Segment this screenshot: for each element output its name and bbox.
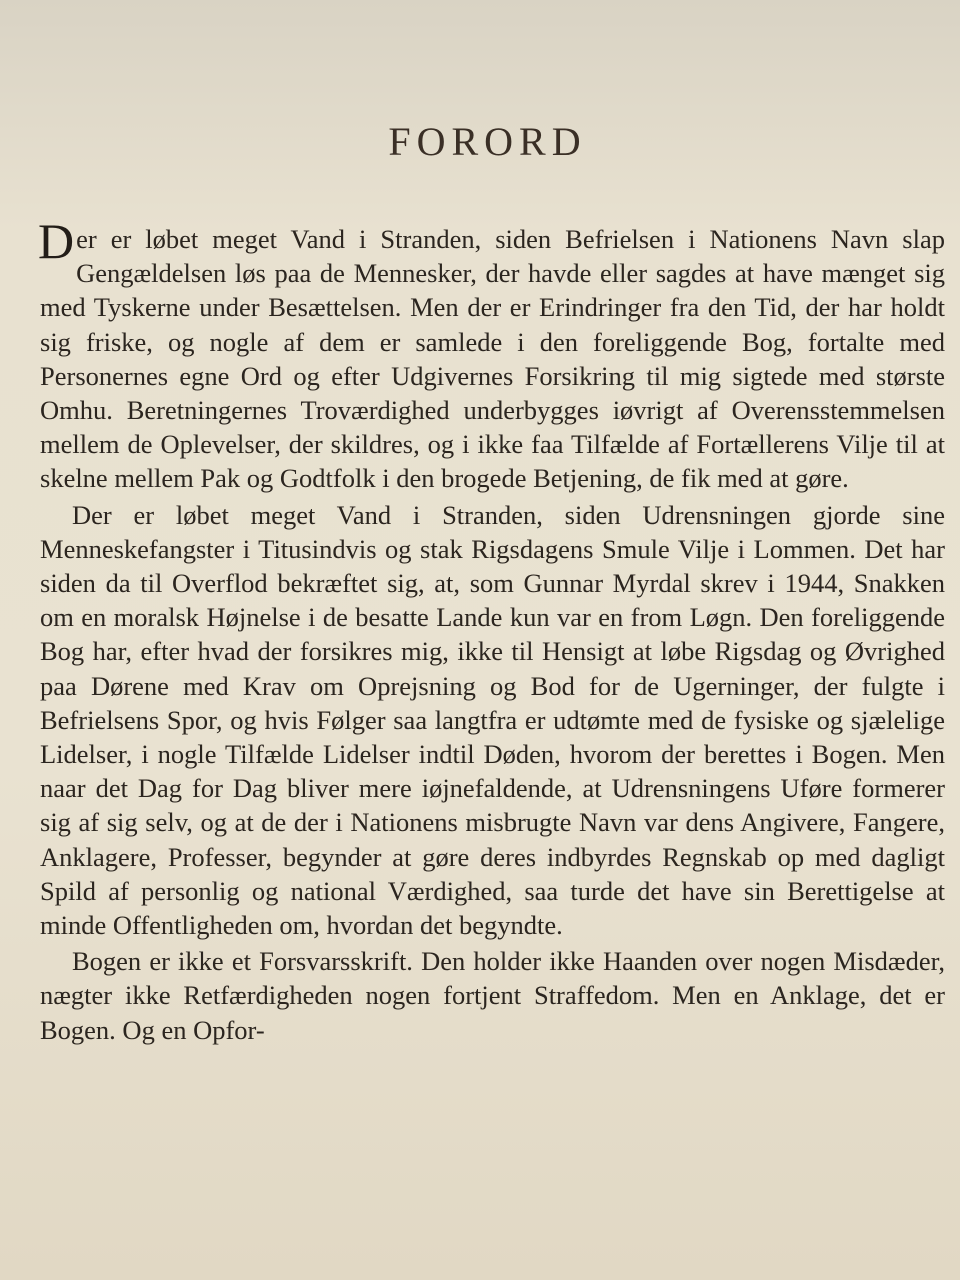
drop-cap: D [38, 213, 75, 269]
paragraph-1 [38, 213, 945, 496]
paragraph-2: Der er løbet meget Vand i Stranden, siden Udrensningen gjorde sine Menneskefangster i Titusindvis og stak Rigsdagens Smule Vilje i Lommen. Det har siden da til Overflod bekræftet sig, at, som Gunnar Myrdal skrev i 1944, Snakken om en moralsk Højnelse i de besatte Lande kun var en from Løgn. Den foreliggende Bog har, efter hvad der forsikres mig, ikke til Hensigt at løbe Rigsdag og Øvrighed paa Dørene med Krav om Oprejsning og Bod for de Ugerninger, der fulgte i Befrielsens Spor, og hvis Følger saa langtfra er udtømte med de fysiske og sjælelige Lidelser, i nogle Tilfælde Lidelser indtil Døden, hvorom der berettes i Bogen. Men naar det Dag for Dag bliver mere iøjnefaldende, at Udrensningens Uføre formerer sig af sig selv, og at de der i Nationens misbrugte Navn var dens Angivere, Fangere, Anklagere, Professer, begynder at gøre deres indbyrdes Regnskab op med dagligt Spild af personlig og national Værdighed, saa turde det have sin Berettigelse at minde Offentligheden om, hvordan det begyndte. [40, 499, 945, 941]
foreword-text [38, 213, 945, 1047]
paragraph-3: Bogen er ikke et Forsvarsskrift. Den holder ikke Haanden over nogen Misdæder, nægter ikke Retfærdigheden nogen fortjent Straffedom. Men en Anklage, det er Bogen. Og en Opfor- [40, 946, 945, 1045]
page-title: FORORD [388, 119, 587, 164]
paragraph-1-text: er er løbet meget Vand i Stranden, siden Befrielsen i Nationens Navn slap Gengældelsen løs paa de Mennesker, der havde eller sagdes at have mænget sig med Tyskerne under Besættelsen. Men der er Erindringer fra den Tid, der har holdt sig friske, og nogle af dem er samlede i den foreliggende Bog, fortalte med Personernes egne Ord og efter Udgivernes Forsikring til mig sigtede med største Omhu. Beretningernes Troværdighed underbygges iøvrigt af Overensstemmelsen mellem de Oplevelser, der skildres, og i ikke faa Tilfælde af Fortællerens Vilje til at skelne mellem Pak og Godtfolk i den brogede Betjening, de fik med at gøre. [40, 224, 945, 494]
